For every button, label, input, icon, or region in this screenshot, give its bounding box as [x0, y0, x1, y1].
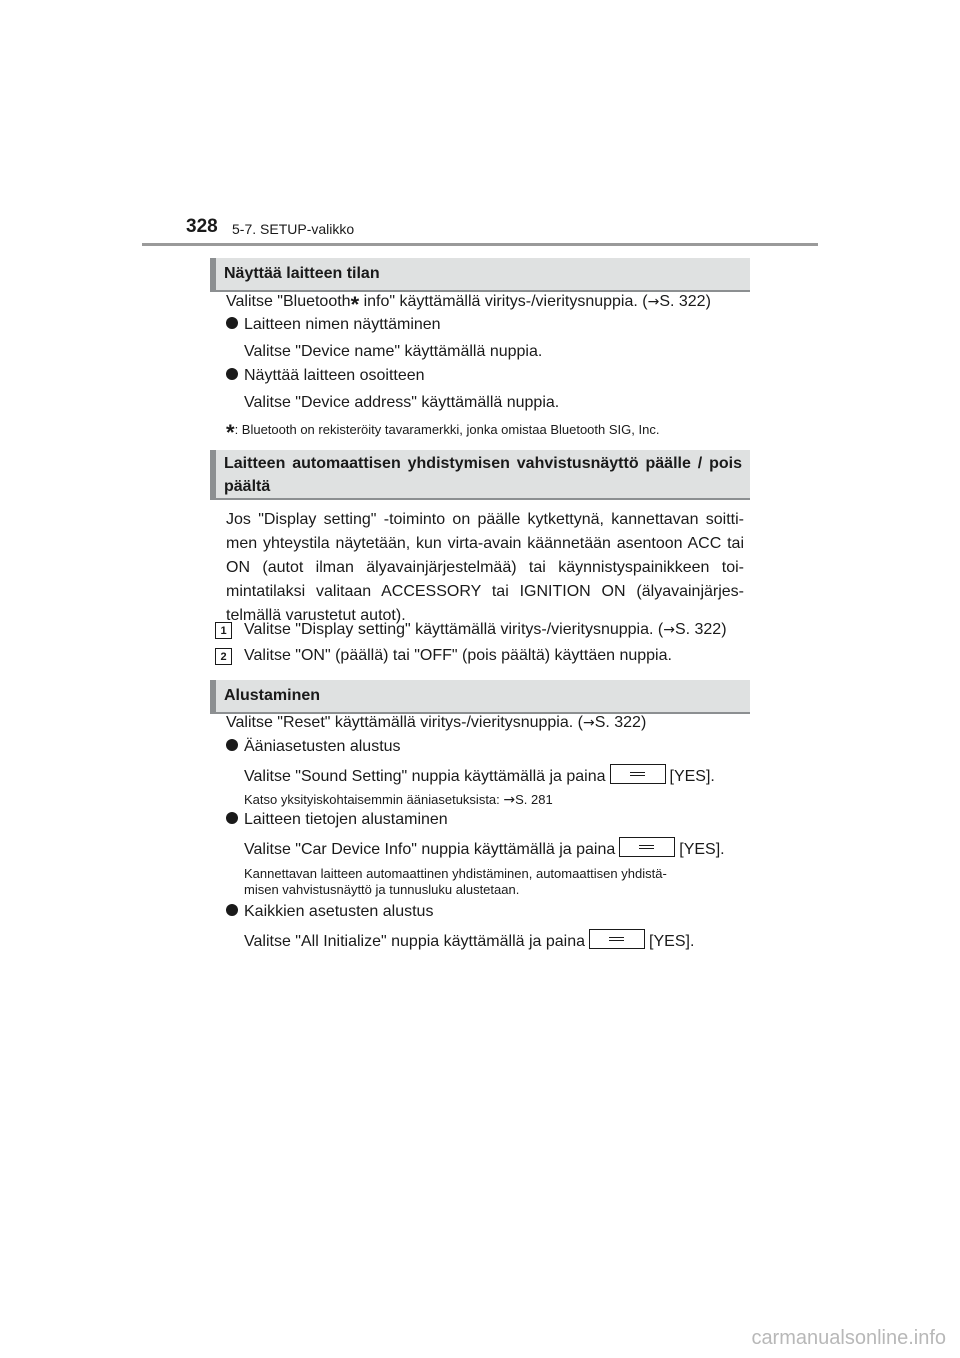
section1-intro: Valitse "Bluetooth* info" käyttämällä viritys-/vieritysnuppia. (→S. 322) — [226, 292, 711, 317]
step-2-text: Valitse "ON" (päällä) tai "OFF" (pois päältä) käyttäen nuppia. — [244, 647, 672, 664]
step-1-text: Valitse "Display setting" käyttämällä viritys-/vieritysnuppia. (→S. 322) — [244, 621, 727, 638]
footnote: *: Bluetooth on rekisteröity tavaramerkki, jonka omistaa Bluetooth SIG, Inc. — [226, 420, 660, 445]
section-header-reset: Alustaminen — [210, 680, 750, 714]
bullet-all-reset: Kaikkien asetusten alustus — [226, 902, 433, 922]
bullet-sound-reset-text: Valitse "Sound Setting" nuppia käyttämällä ja paina [YES]. — [244, 764, 715, 787]
watermark: carmanualsonline.info — [751, 1327, 946, 1349]
knob-press-button-icon — [610, 764, 666, 784]
page-number: 328 — [186, 216, 218, 237]
arrow-icon: → — [503, 792, 516, 808]
bullet-all-reset-text: Valitse "All Initialize" nuppia käyttämällä ja paina [YES]. — [244, 929, 694, 952]
bullet-icon — [226, 812, 238, 824]
bullet-device-address: Näyttää laitteen osoitteen — [226, 366, 425, 386]
bullet-device-info-reset-text: Valitse "Car Device Info" nuppia käyttämällä ja paina [YES]. — [244, 837, 725, 860]
bullet-device-address-text: Valitse "Device address" käyttämällä nuppia. — [244, 394, 560, 411]
arrow-icon: → — [663, 622, 675, 638]
bullet-icon — [226, 317, 238, 329]
sound-reset-note: Katso yksityiskohtaisemmin ääniasetuksista: →S. 281 — [244, 792, 553, 808]
bullet-icon — [226, 739, 238, 751]
bullet-device-name: Laitteen nimen näyttäminen — [226, 315, 441, 335]
bullet-icon — [226, 904, 238, 916]
knob-press-button-icon — [619, 837, 675, 857]
knob-press-button-icon — [589, 929, 645, 949]
header-divider — [142, 243, 818, 246]
device-info-note-line1: Kannettavan laitteen automaattinen yhdistäminen, automaattisen yhdistä- — [244, 866, 667, 881]
bullet-icon — [226, 368, 238, 380]
bullet-device-name-text: Valitse "Device name" käyttämällä nuppia. — [244, 343, 543, 360]
device-info-note-line2: misen vahvistusnäyttö ja tunnusluku alustetaan. — [244, 882, 520, 897]
section3-intro: Valitse "Reset" käyttämällä viritys-/vieritysnuppia. (→S. 322) — [226, 714, 647, 731]
section-header-device-status: Näyttää laitteen tilan — [210, 258, 750, 292]
section-header-auto-connect: Laitteen automaattisen yhdistymisen vahvistusnäyttö päälle / pois päältä — [210, 450, 750, 500]
bullet-device-info-reset: Laitteen tietojen alustaminen — [226, 810, 448, 830]
step-number-2: 2 — [215, 648, 232, 665]
arrow-icon: → — [582, 715, 595, 731]
section2-body: Jos "Display setting" -toiminto on päälle kytkettynä, kannettavan soitti-men yhteystila näytetään, kun virta-avain käännetään asentoon ACC tai ON (autot ilman älyavainjärjestelmää) tai käynnistyspainikkeen toi-mintatilaksi valitaan ACCESSORY tai IGNITION ON (älyavainjärjes-telmällä varustetut autot). — [226, 511, 744, 624]
arrow-icon: → — [647, 294, 660, 310]
step-number-1: 1 — [215, 622, 232, 639]
bullet-sound-reset: Ääniasetusten alustus — [226, 737, 401, 757]
chapter-title: 5-7. SETUP-valikko — [232, 221, 355, 237]
